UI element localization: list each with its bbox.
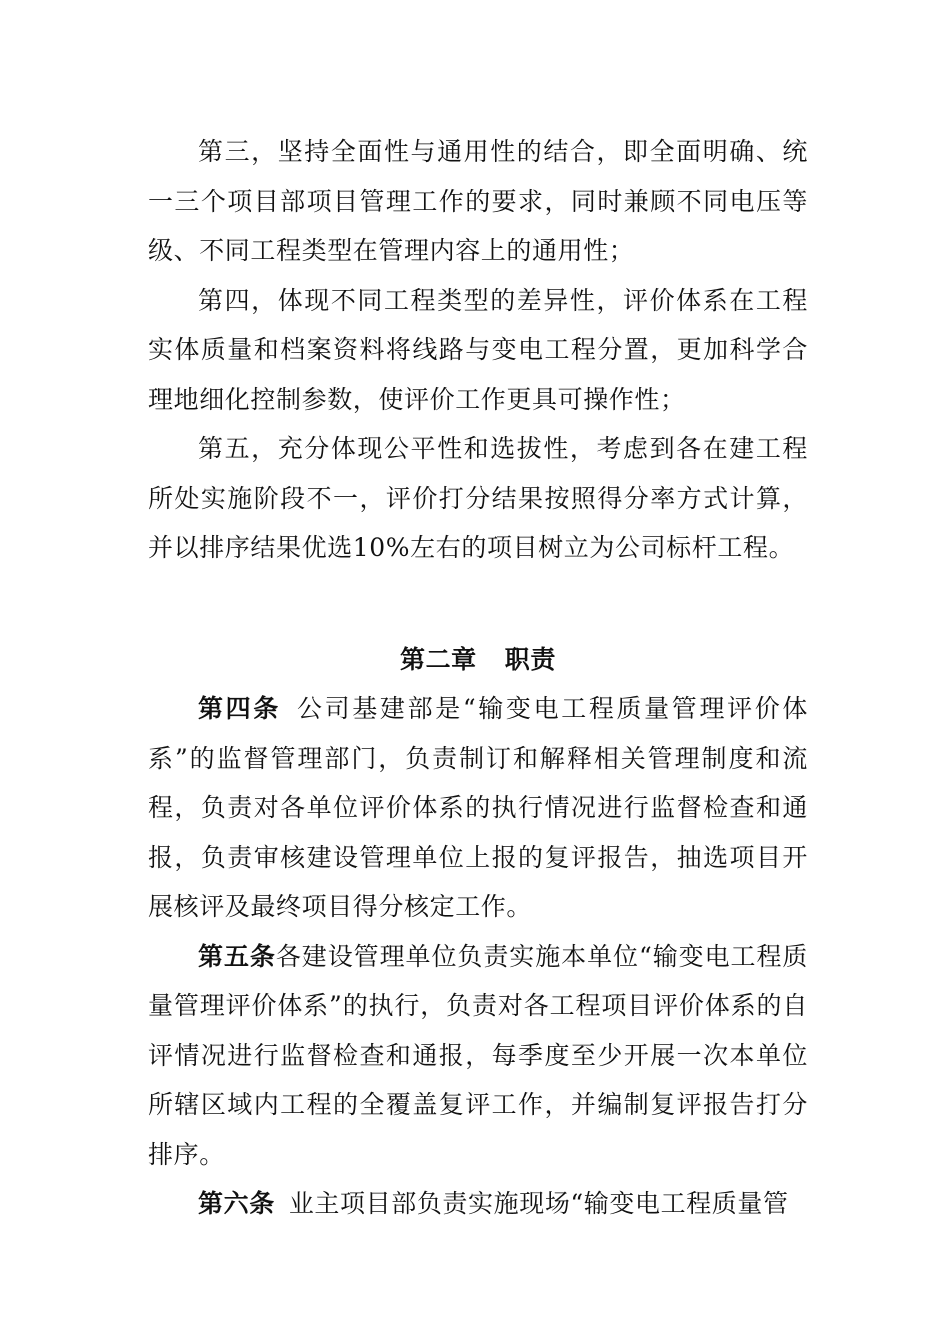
article-4-heading: 第四条 (198, 694, 281, 723)
article-4-text: 公司基建部是“输变电工程质量管理评价体系”的监督管理部门，负责制订和解释相关管理制度和流程，负责对各单位评价体系的执行情况进行监督检查和通报，负责审核建设管理单位上报的复评报告，抽选项目开展核评及最终项目得分核定工作。 (148, 694, 808, 921)
paragraph-fourth-principle: 第四，体现不同工程类型的差异性，评价体系在工程实体质量和档案资料将线路与变电工程分置，更加科学合理地细化控制参数，使评价工作更具可操作性； (148, 285, 808, 414)
paragraph-third-principle: 第三，坚持全面性与通用性的结合，即全面明确、统一三个项目部项目管理工作的要求，同时兼顾不同电压等级、不同工程类型在管理内容上的通用性； (148, 137, 808, 265)
article-5-text: 各建设管理单位负责实施本单位“输变电工程质量管理评价体系”的执行，负责对各工程项目评价体系的自评情况进行监督检查和通报，每季度至少开展一次本单位所辖区域内工程的全覆盖复评工作，并编制复评报告打分排序。 (148, 941, 808, 1169)
article-6-heading: 第六条 (198, 1189, 275, 1218)
article-4 (148, 684, 808, 932)
chapter-heading (148, 573, 808, 685)
article-5-heading: 第五条 (198, 941, 276, 971)
chapter-title: 职责 (504, 644, 556, 674)
chapter-number: 第二章 (399, 644, 477, 674)
paragraph-fifth-principle: 第五，充分体现公平性和选拔性，考虑到各在建工程所处实施阶段不一，评价打分结果按照得分率方式计算，并以排序结果优选10%左右的项目树立为公司标杆工程。 (148, 434, 808, 562)
article-6 (148, 1179, 808, 1229)
article-5 (148, 932, 808, 1180)
document-body (148, 127, 808, 1229)
article-6-text: 业主项目部负责实施现场“输变电工程质量管 (288, 1189, 789, 1218)
